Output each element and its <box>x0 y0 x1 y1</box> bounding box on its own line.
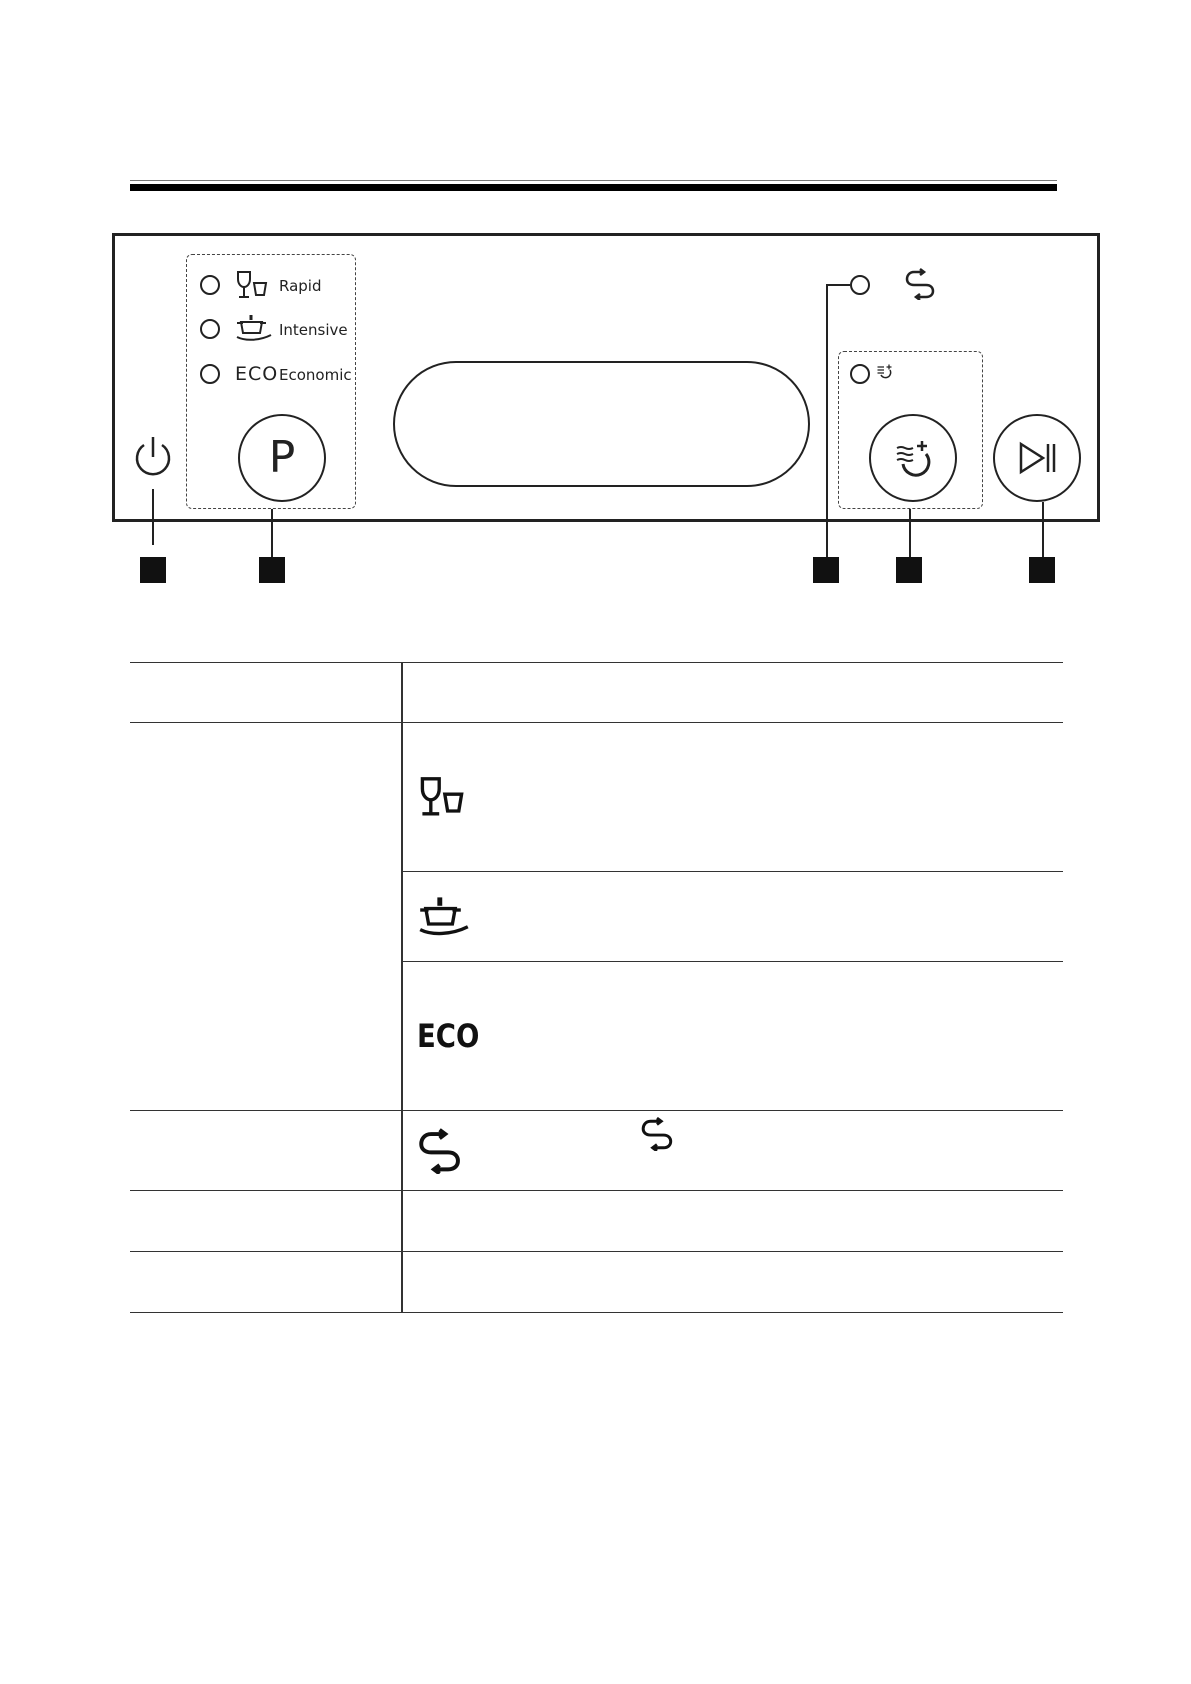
leader-line-1 <box>152 489 154 545</box>
pot-icon <box>235 313 273 343</box>
leader-line-2 <box>271 509 273 557</box>
table-row <box>130 1191 1063 1252</box>
intensive-led <box>200 319 220 339</box>
program-label-intensive: Intensive <box>279 321 348 339</box>
callout-marker-4 <box>896 557 922 583</box>
rinse-aid-icon-small <box>640 1117 676 1151</box>
top-rule-thick <box>130 184 1057 191</box>
leader-line-3-horizontal <box>826 284 850 286</box>
callout-marker-2 <box>259 557 285 583</box>
start-pause-button[interactable] <box>993 414 1081 502</box>
play-pause-icon <box>1017 440 1057 476</box>
table-row <box>130 663 1063 723</box>
table-row <box>130 1252 1063 1313</box>
callout-marker-5 <box>1029 557 1055 583</box>
power-icon[interactable] <box>131 433 175 481</box>
description-table <box>130 662 1063 1313</box>
rinse-aid-icon <box>417 1128 465 1174</box>
leader-line-3 <box>826 285 828 557</box>
program-label-economic: Economic <box>279 366 352 384</box>
eco-led <box>200 364 220 384</box>
table-row <box>130 723 1063 872</box>
program-label-rapid: Rapid <box>279 277 322 295</box>
program-button[interactable] <box>238 414 326 502</box>
table-row <box>130 1111 1063 1191</box>
extra-button[interactable] <box>869 414 957 502</box>
glass-cup-icon <box>417 776 467 818</box>
extra-dry-small-icon <box>876 363 894 381</box>
extra-led <box>850 364 870 384</box>
display-window <box>393 361 810 487</box>
callout-marker-1 <box>140 557 166 583</box>
extra-dry-icon <box>893 438 933 478</box>
pot-icon <box>417 896 471 938</box>
leader-line-4 <box>909 509 911 557</box>
top-rule-thin <box>130 180 1057 181</box>
callout-marker-3 <box>813 557 839 583</box>
glass-cup-icon <box>235 270 269 300</box>
eco-icon: ECO <box>417 1017 480 1055</box>
leader-line-5 <box>1042 502 1044 557</box>
rapid-led <box>200 275 220 295</box>
rinse-aid-led <box>850 275 870 295</box>
program-button-label: P <box>268 432 296 483</box>
rinse-aid-icon <box>904 268 938 300</box>
eco-icon: ECO <box>235 363 279 385</box>
